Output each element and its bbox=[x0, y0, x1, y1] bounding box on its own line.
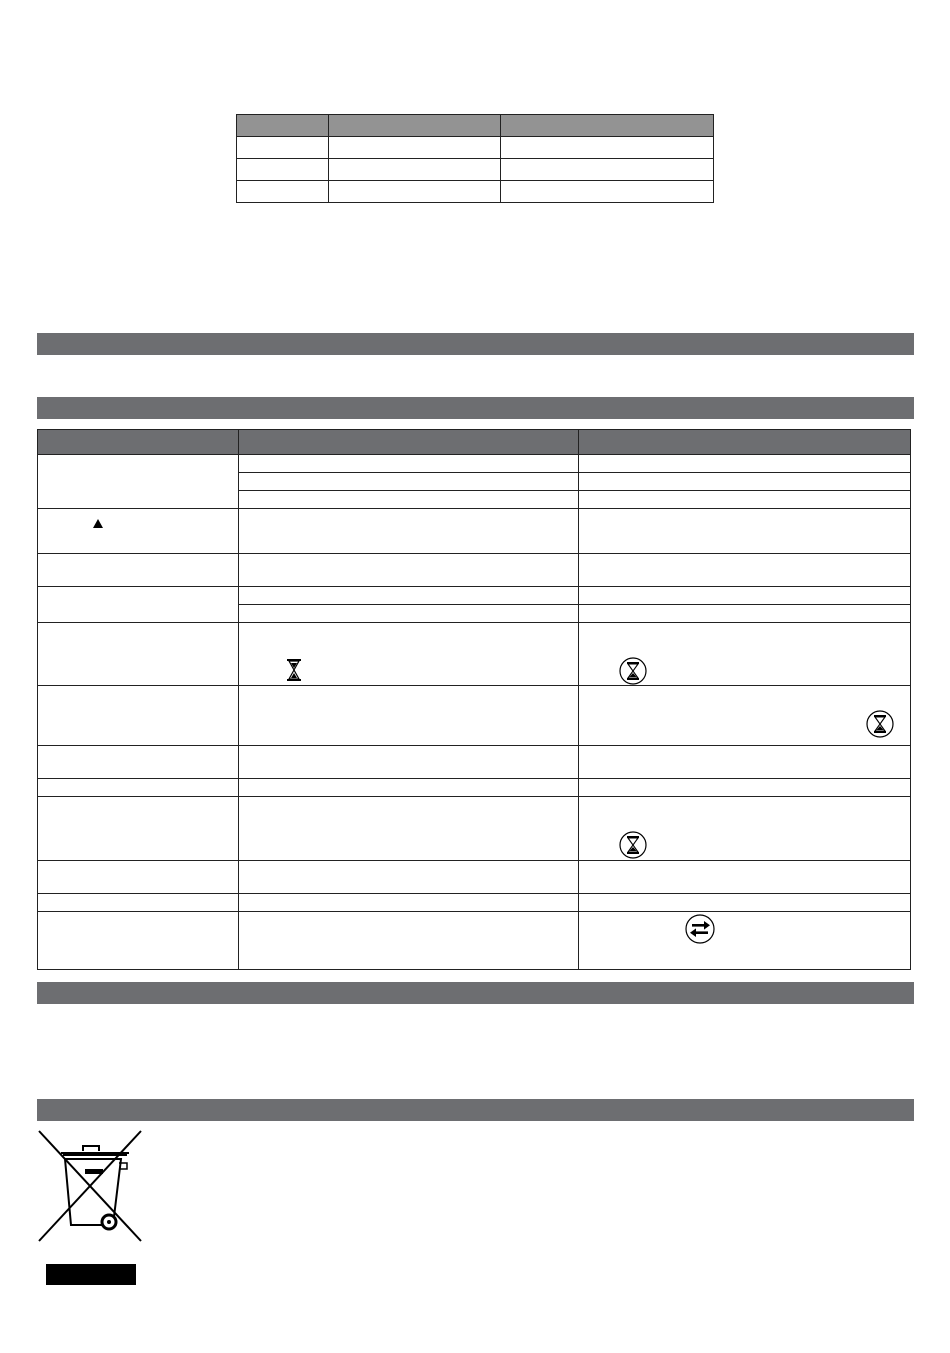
table-cell bbox=[579, 491, 911, 509]
small-table-row bbox=[237, 137, 714, 159]
table-cell bbox=[239, 605, 579, 623]
table-cell bbox=[579, 587, 911, 605]
table-cell bbox=[239, 779, 579, 797]
table-cell bbox=[38, 686, 239, 746]
table-cell bbox=[239, 686, 579, 746]
section-header-bar bbox=[37, 982, 914, 1004]
hourglass-circle-icon bbox=[619, 657, 647, 685]
small-table-cell bbox=[329, 137, 501, 159]
swap-arrows-circle-icon bbox=[685, 914, 715, 944]
hourglass-circle-icon bbox=[866, 710, 894, 738]
table-cell bbox=[579, 509, 911, 554]
table-row bbox=[38, 509, 911, 554]
section-header-bar bbox=[37, 1099, 914, 1121]
table-cell bbox=[38, 623, 239, 686]
small-table-header-row bbox=[237, 115, 714, 137]
small-table-row bbox=[237, 159, 714, 181]
small-table-header-cell bbox=[501, 115, 714, 137]
black-label-bar bbox=[46, 1264, 136, 1285]
table-cell bbox=[239, 509, 579, 554]
table-cell bbox=[239, 746, 579, 779]
small-table-cell bbox=[329, 181, 501, 203]
small-table-header-cell bbox=[237, 115, 329, 137]
table-cell bbox=[579, 779, 911, 797]
table-cell bbox=[38, 797, 239, 861]
table-cell bbox=[579, 912, 911, 970]
table-cell bbox=[38, 861, 239, 894]
table-row bbox=[38, 587, 911, 605]
table-cell bbox=[38, 779, 239, 797]
small-table-header-cell bbox=[329, 115, 501, 137]
small-table-cell bbox=[237, 181, 329, 203]
table-cell bbox=[579, 455, 911, 473]
table-cell bbox=[38, 912, 239, 970]
table-cell bbox=[38, 587, 239, 623]
troubleshooting-table bbox=[37, 429, 911, 970]
hourglass-icon bbox=[287, 659, 301, 681]
table-cell bbox=[239, 894, 579, 912]
small-table-cell bbox=[237, 159, 329, 181]
up-triangle-icon bbox=[93, 519, 103, 528]
table-row bbox=[38, 455, 911, 473]
table-cell bbox=[239, 473, 579, 491]
table-row bbox=[38, 686, 911, 746]
table-cell bbox=[239, 861, 579, 894]
table-cell bbox=[239, 554, 579, 587]
table-cell bbox=[239, 491, 579, 509]
table-cell bbox=[38, 746, 239, 779]
header-cell-problem bbox=[38, 430, 239, 455]
small-table-cell bbox=[237, 137, 329, 159]
table-cell bbox=[239, 912, 579, 970]
crossed-out-wheelie-bin-icon bbox=[37, 1129, 145, 1245]
table-cell bbox=[38, 554, 239, 587]
table-row bbox=[38, 894, 911, 912]
table-cell bbox=[38, 509, 239, 554]
table-cell bbox=[579, 554, 911, 587]
header-cell-solution bbox=[579, 430, 911, 455]
small-table-cell bbox=[501, 181, 714, 203]
troubleshooting-header-row bbox=[38, 430, 911, 455]
table-cell bbox=[239, 455, 579, 473]
table-cell bbox=[38, 455, 239, 509]
section-header-bar bbox=[37, 397, 914, 419]
table-cell bbox=[579, 861, 911, 894]
table-row bbox=[38, 912, 911, 970]
table-row bbox=[38, 779, 911, 797]
small-table-cell bbox=[501, 137, 714, 159]
small-table-row bbox=[237, 181, 714, 203]
small-table-cell bbox=[329, 159, 501, 181]
table-cell bbox=[579, 686, 911, 746]
table-cell bbox=[579, 797, 911, 861]
table-cell bbox=[239, 623, 579, 686]
table-cell bbox=[579, 623, 911, 686]
header-cell-cause bbox=[239, 430, 579, 455]
table-row bbox=[38, 861, 911, 894]
table-row bbox=[38, 623, 911, 686]
table-cell bbox=[579, 473, 911, 491]
small-table-cell bbox=[501, 159, 714, 181]
section-header-bar bbox=[37, 333, 914, 355]
table-cell bbox=[579, 894, 911, 912]
table-cell bbox=[239, 587, 579, 605]
hourglass-circle-icon bbox=[619, 831, 647, 859]
table-cell bbox=[239, 797, 579, 861]
table-row bbox=[38, 797, 911, 861]
table-cell bbox=[579, 746, 911, 779]
table-row bbox=[38, 554, 911, 587]
table-cell bbox=[38, 894, 239, 912]
table-row bbox=[38, 746, 911, 779]
small-spec-table bbox=[236, 114, 714, 203]
table-cell bbox=[579, 605, 911, 623]
